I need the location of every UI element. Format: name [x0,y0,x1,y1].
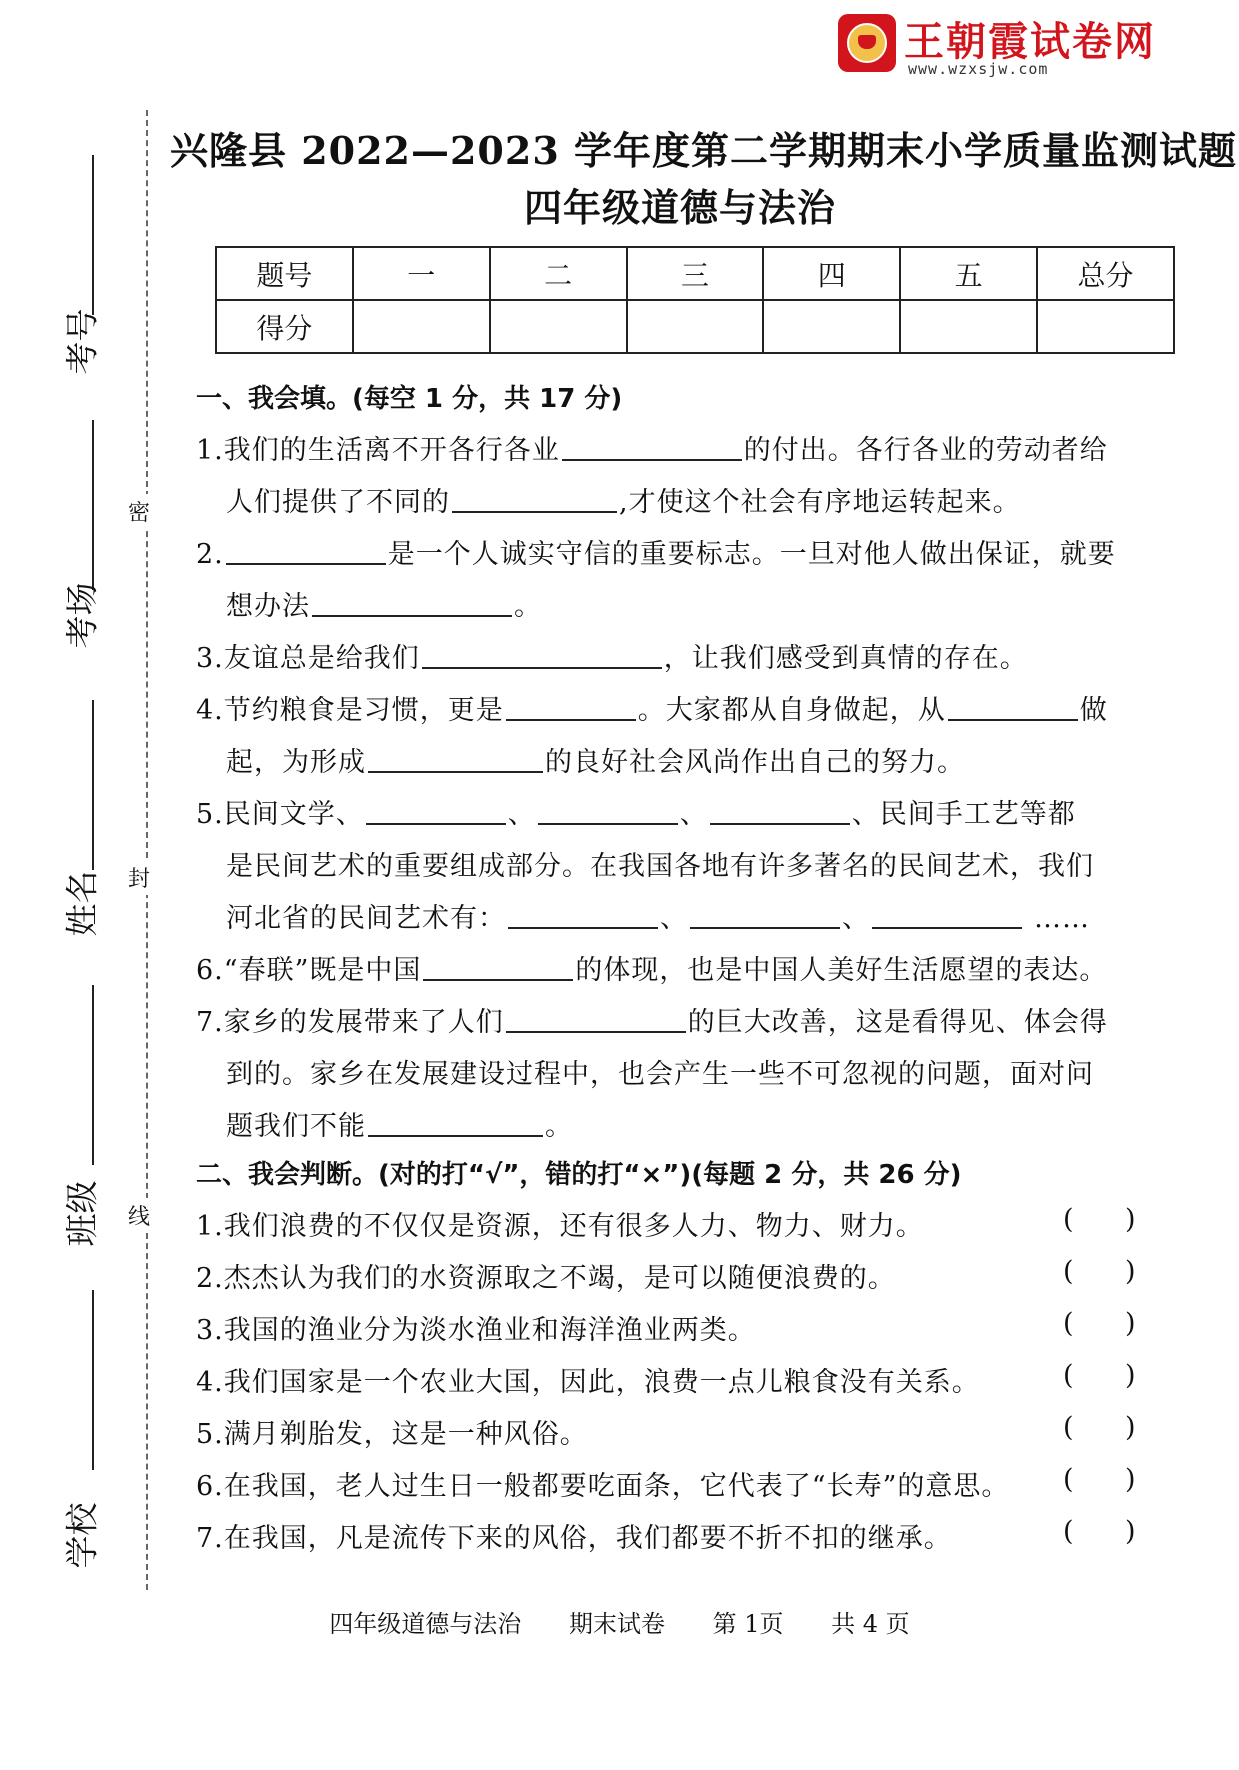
q3-text: 3.友谊总是给我们 [196,643,420,674]
answer-blank[interactable] [538,822,678,825]
binding-dashed-line [146,110,148,1590]
score-table [215,246,1175,354]
score-header-cell: 三 [627,247,764,300]
q4-text: 起，为形成 [226,747,366,778]
score-header-cell: 四 [763,247,900,300]
answer-blank[interactable] [710,822,850,825]
logo-url: www.wzxsjw.com [908,60,1049,78]
q4-text: 的良好社会风尚作出自己的努力。 [545,747,965,778]
score-header-cell: 一 [353,247,490,300]
q2-text: 想办法 [226,591,310,622]
answer-blank[interactable] [872,926,1022,929]
q5-text: 、 [507,799,536,830]
q2-line2 [226,584,542,623]
answer-blank[interactable] [508,926,658,929]
kaochang-label: 考场 [62,582,102,649]
score-header-cell: 题号 [216,247,353,300]
exam-subject: 四年级道德与法治 [523,185,836,230]
answer-blank[interactable] [422,666,662,669]
answer-blank[interactable] [312,614,512,617]
score-header-cell: 二 [490,247,627,300]
footer-subject: 四年级道德与法治 [329,1610,522,1638]
answer-paren[interactable]: ( ) [1063,1516,1136,1547]
q1-text: ,才使这个社会有序地运转起来。 [619,487,1021,518]
judge-item: 1.我们浪费的不仅仅是资源，还有很多人力、物力、财力。 [196,1211,924,1242]
answer-paren[interactable]: ( ) [1063,1308,1136,1339]
footer-total: 共 4 页 [831,1610,910,1638]
seal-xian: 线 [128,1198,150,1233]
answer-blank[interactable] [226,562,386,565]
answer-blank[interactable] [368,1134,543,1137]
q5-text: 、民间手工艺等都 [851,799,1076,830]
logo-name: 王朝霞试卷网 [904,19,1156,65]
answer-blank[interactable] [368,770,543,773]
score-cell[interactable] [353,300,490,353]
q2-text: 2. [196,539,224,570]
answer-paren[interactable]: ( ) [1063,1360,1136,1391]
answer-paren[interactable]: ( ) [1063,1256,1136,1287]
answer-blank[interactable] [948,718,1078,721]
q5-line3 [226,896,1090,935]
score-header-cell: 五 [900,247,1037,300]
score-cell[interactable] [627,300,764,353]
q7-line3 [226,1104,573,1143]
footer-exam: 期末试卷 [568,1610,665,1638]
judge-item: 3.我国的渔业分为淡水渔业和海洋渔业两类。 [196,1315,756,1346]
q5-line2: 是民间艺术的重要组成部分。在我国各地有许多著名的民间艺术，我们 [226,851,1094,882]
q1-line2 [226,480,1021,519]
xuexiao-label: 学校 [62,1502,102,1569]
q4-text: 做 [1079,695,1108,726]
q1-text: 的付出。各行各业的劳动者给 [743,435,1108,466]
q7-line1 [196,1000,1108,1039]
q3-line1 [196,636,1028,675]
answer-paren[interactable]: ( ) [1063,1204,1136,1235]
xuexiao-rule [92,1290,94,1470]
q2-line1 [196,532,1116,571]
q1-text: 人们提供了不同的 [226,487,450,518]
q5-text: …… [1034,903,1090,934]
score-cell[interactable] [900,300,1037,353]
kaohao-rule [92,155,94,315]
section2-heading: 二、我会判断。(对的打“√”，错的打“×”)(每题 2 分，共 26 分) [196,1160,962,1190]
q5-text: 5.民间文学、 [196,799,364,830]
seal-feng: 封 [128,860,150,895]
q1-line1 [196,428,1108,467]
q2-text: 。 [514,591,542,622]
judge-item: 6.在我国，老人过生日一般都要吃面条，它代表了“长寿”的意思。 [196,1471,1010,1502]
score-cell[interactable] [1037,300,1174,353]
answer-paren[interactable]: ( ) [1063,1464,1136,1495]
judge-item: 7.在我国，凡是流传下来的风俗，我们都要不折不扣的继承。 [196,1523,952,1554]
answer-blank[interactable] [423,978,573,981]
q7-line2: 到的。家乡在发展建设过程中，也会产生一些不可忽视的问题，面对问 [226,1059,1094,1090]
answer-blank[interactable] [366,822,506,825]
q7-text: 题我们不能 [226,1111,366,1142]
q5-text: 、 [679,799,708,830]
kaohao-label: 考号 [62,308,102,375]
score-table-score-row [216,300,1174,353]
xingming-rule [92,700,94,870]
score-header-cell: 总分 [1037,247,1174,300]
footer-page: 第 1页 [712,1610,784,1638]
q7-text: 的巨大改善，这是看得见、体会得 [687,1007,1108,1038]
page-footer [0,1604,1239,1639]
q4-line1 [196,688,1108,727]
score-table-header-row [216,247,1174,300]
q2-text: 是一个人诚实守信的重要标志。一旦对他人做出保证，就要 [387,539,1116,570]
answer-blank[interactable] [506,718,636,721]
exam-title: 兴隆县 2022—2023 学年度第二学期期末小学质量监测试题 [170,128,1237,173]
score-row-label: 得分 [216,300,353,353]
judge-item: 2.杰杰认为我们的水资源取之不竭，是可以随便浪费的。 [196,1263,896,1294]
q6-text: 6.“春联”既是中国 [196,955,422,986]
q3-text: ，让我们感受到真情的存在。 [663,643,1028,674]
q4-text: 4.节约粮食是习惯，更是 [196,695,504,726]
q5-text: 、 [842,903,870,934]
section1-heading: 一、我会填。(每空 1 分，共 17 分) [196,384,623,414]
score-cell[interactable] [763,300,900,353]
q7-text: 。 [545,1111,573,1142]
score-cell[interactable] [490,300,627,353]
q6-line1 [196,948,1107,987]
xingming-label: 姓名 [62,870,102,937]
kaochang-rule [92,420,94,590]
q6-text: 的体现，也是中国人美好生活愿望的表达。 [575,955,1108,986]
banji-rule [92,985,94,1165]
q5-text: 河北省的民间艺术有： [226,903,506,934]
q4-line2 [226,740,965,779]
q1-text: 1.我们的生活离不开各行各业 [196,435,560,466]
answer-paren[interactable]: ( ) [1063,1412,1136,1443]
banji-label: 班级 [62,1180,102,1247]
q4-text: 。大家都从自身做起，从 [637,695,946,726]
judge-item: 5.满月剃胎发，这是一种风俗。 [196,1419,588,1450]
answer-blank[interactable] [690,926,840,929]
logo-badge-icon [838,14,896,72]
answer-blank[interactable] [452,510,617,513]
q5-line1 [196,792,1076,831]
answer-blank[interactable] [562,458,742,461]
q7-text: 7.家乡的发展带来了人们 [196,1007,504,1038]
answer-blank[interactable] [506,1030,686,1033]
site-logo [838,10,1156,78]
judge-item: 4.我们国家是一个农业大国，因此，浪费一点儿粮食没有关系。 [196,1367,980,1398]
q5-text: 、 [660,903,688,934]
seal-mi: 密 [128,494,150,529]
